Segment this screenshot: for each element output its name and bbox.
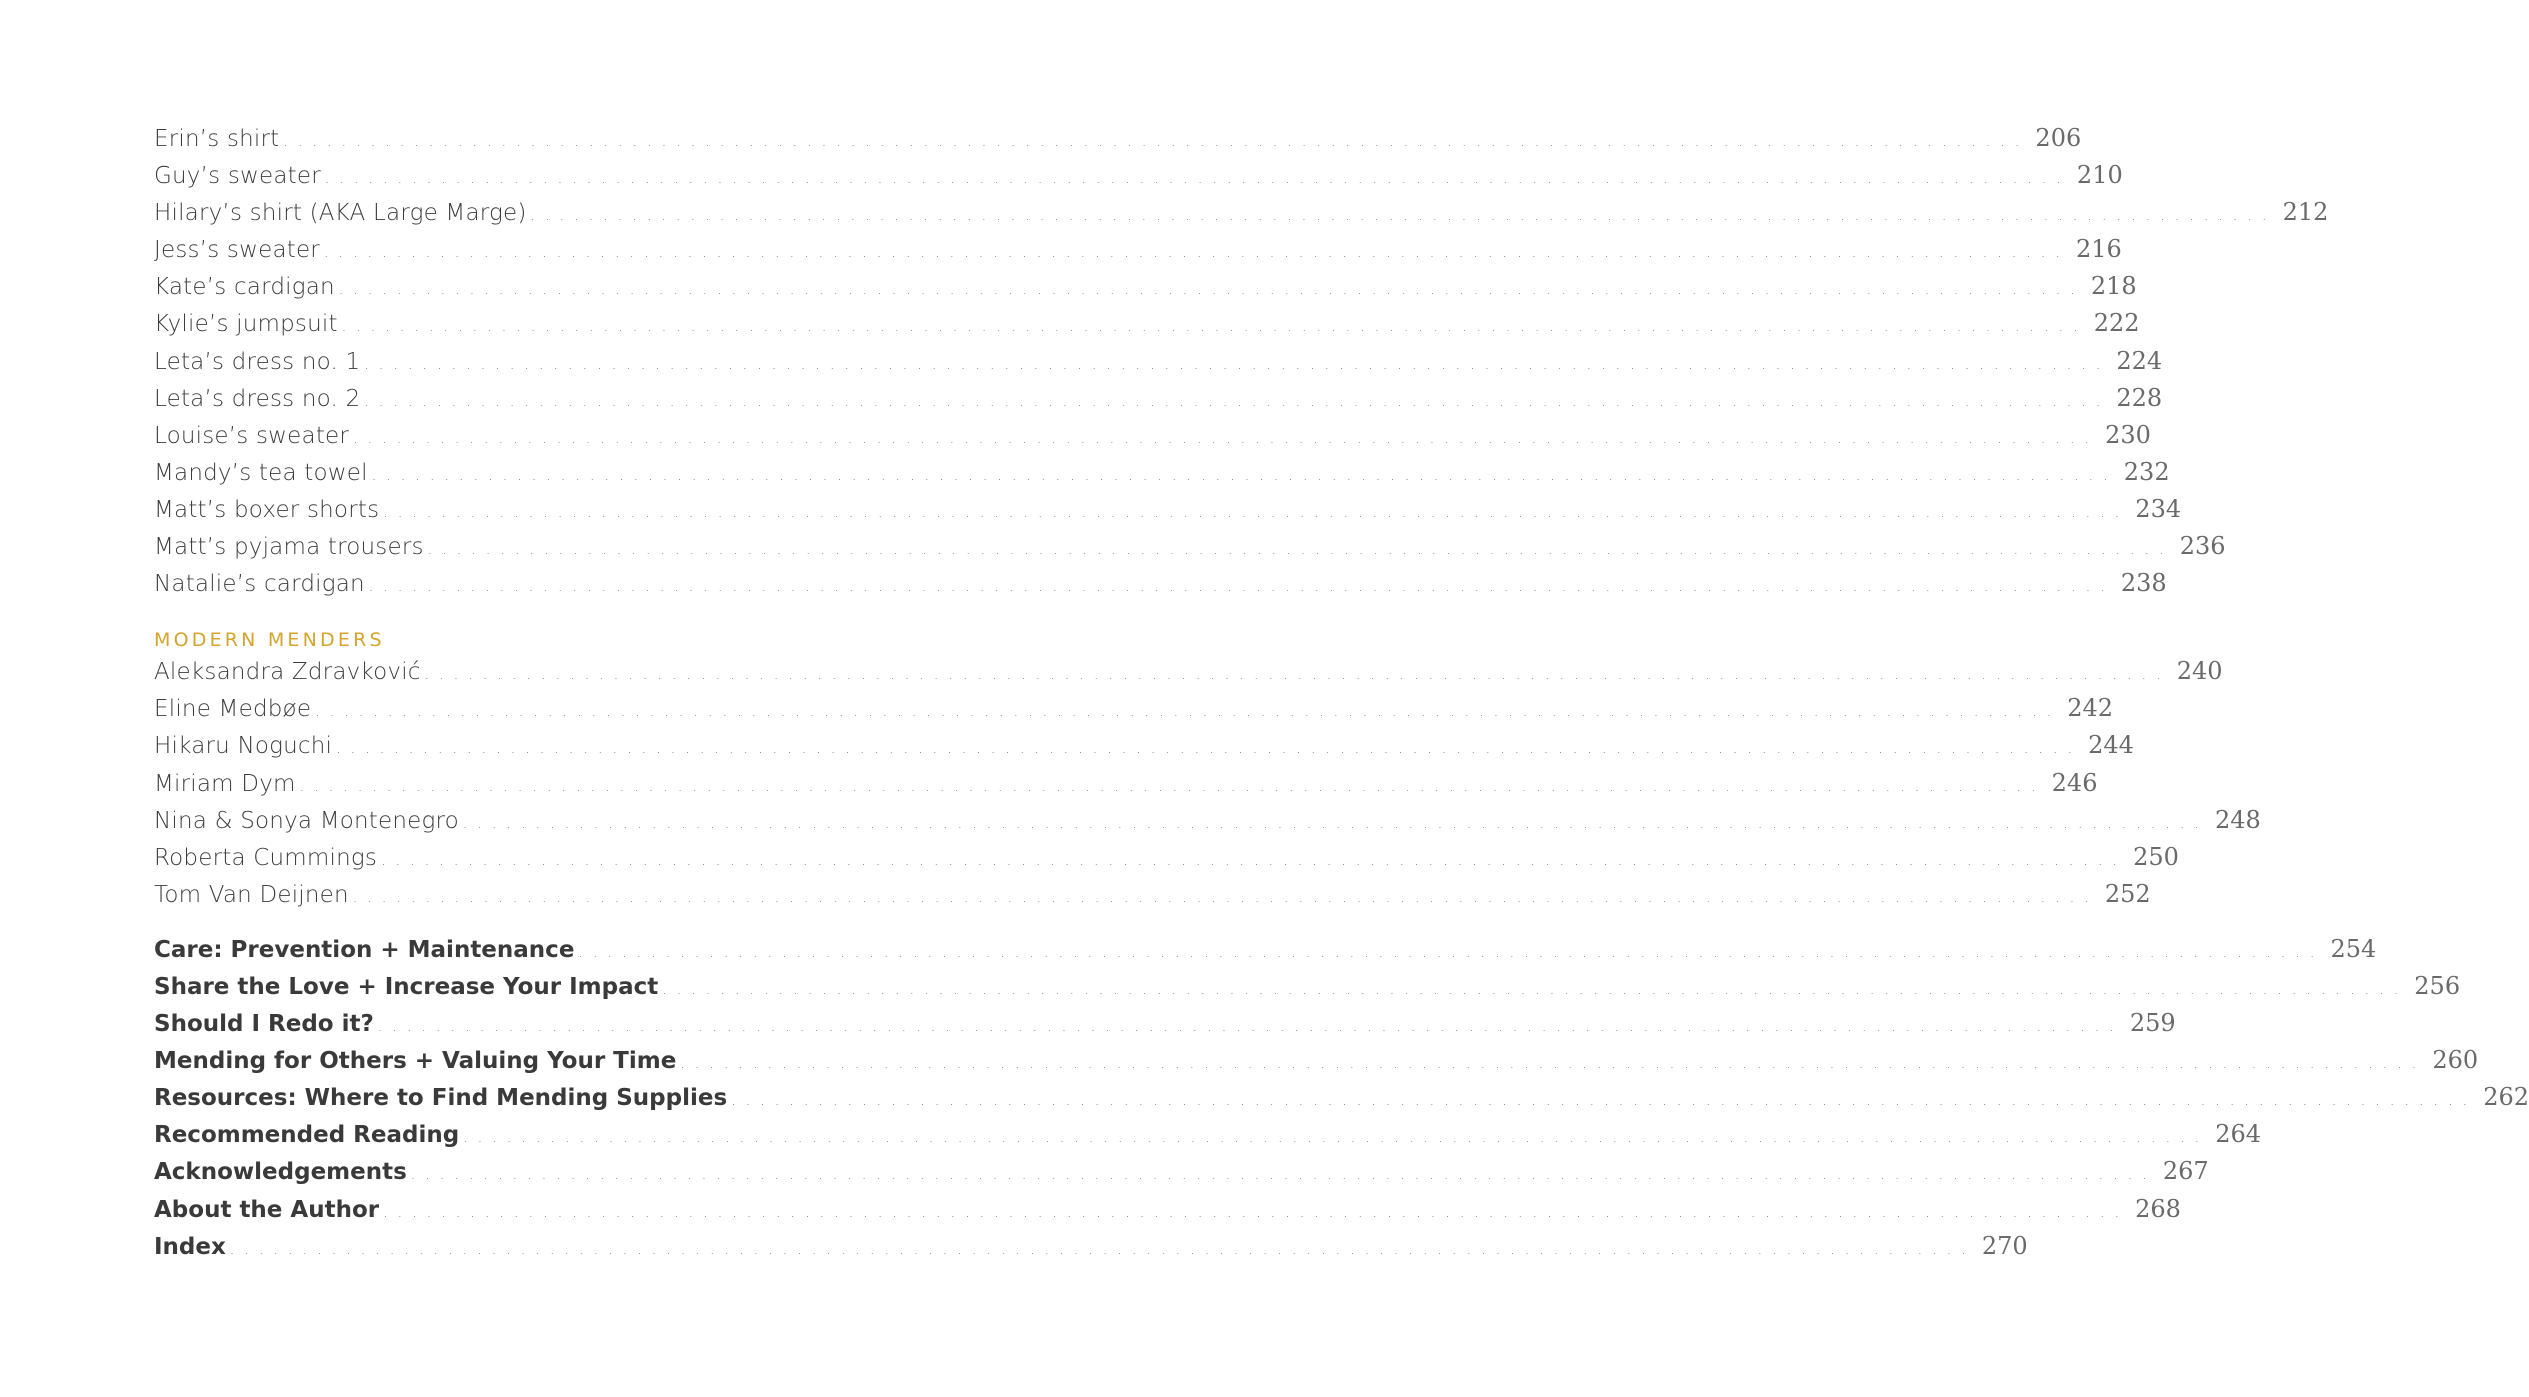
toc-entry-title: Jess’s sweater <box>154 237 320 264</box>
toc-entry <box>154 842 2179 880</box>
toc-entry <box>154 1157 2209 1194</box>
toc-entry-page: 232 <box>2123 457 2170 486</box>
toc-entry <box>154 657 2223 694</box>
toc-entry-page: 212 <box>2282 198 2329 227</box>
toc-entry-page: 256 <box>2414 971 2461 1000</box>
toc-dot-leader: ........................................................................................................................ <box>381 852 2128 869</box>
toc-entry-title: Matt’s pyjama trousers <box>154 534 424 561</box>
toc-entry-page: 267 <box>2162 1157 2209 1186</box>
toc-entry-title: Guy’s sweater <box>154 163 321 190</box>
toc-entry-page: 250 <box>2133 842 2179 871</box>
table-of-contents <box>154 124 2529 1269</box>
toc-entry-page: 224 <box>2116 346 2163 375</box>
section-heading-modern-menders: MODERN MENDERS <box>154 629 385 652</box>
toc-entry <box>154 768 2098 806</box>
toc-dot-leader: ........................................................................................................................ <box>364 393 2111 410</box>
toc-entry <box>154 420 2151 458</box>
toc-entry-title: About the Author <box>154 1196 380 1223</box>
toc-dot-leader: ........................................................................................................................ <box>680 1056 2427 1073</box>
toc-dot-leader: ........................................................................................................................ <box>463 1130 2210 1147</box>
toc-dot-leader: ........................................................................................................................ <box>323 245 2070 262</box>
toc-entry <box>154 161 2123 198</box>
toc-entry <box>154 805 2261 843</box>
toc-entry-title: Nina & Sonya Montenegro <box>154 807 459 834</box>
toc-entry <box>154 1231 2028 1269</box>
toc-entry-page: 228 <box>2116 383 2163 412</box>
toc-dot-leader: ........................................................................................................................ <box>324 171 2071 188</box>
toc-entry-page: 259 <box>2129 1009 2176 1038</box>
toc-entry <box>154 272 2137 309</box>
toc-dot-leader: ........................................................................................................................ <box>578 944 2325 961</box>
toc-entry <box>154 346 2163 384</box>
toc-entry-page: 210 <box>2076 161 2123 190</box>
toc-entry-title: Mandy’s tea towel <box>154 459 368 486</box>
toc-dot-leader: ........................................................................................................................ <box>530 208 2277 225</box>
toc-entry-title: Eline Medbøe <box>154 696 312 723</box>
toc-entry <box>154 1083 2529 1120</box>
toc-entry-page: 216 <box>2076 235 2122 264</box>
toc-entry-title: Miriam Dym <box>154 770 296 797</box>
toc-dot-leader: ........................................................................................................................ <box>662 981 2409 998</box>
toc-entry-title: Natalie’s cardigan <box>154 571 365 598</box>
toc-entry <box>154 124 2082 161</box>
toc-dot-leader: ........................................................................................................................ <box>383 1204 2130 1221</box>
toc-entry <box>154 457 2170 495</box>
toc-dot-leader: ........................................................................................................................ <box>336 741 2083 758</box>
toc-entry <box>154 1120 2262 1157</box>
toc-entry-title: Leta’s dress no. 2 <box>154 385 361 412</box>
toc-entry-title: Kate’s cardigan <box>154 274 335 301</box>
toc-entry <box>154 971 2461 1009</box>
toc-entry-page: 252 <box>2104 879 2151 908</box>
toc-entry <box>154 934 2377 972</box>
toc-entry <box>154 1046 2479 1083</box>
toc-dot-leader: ........................................................................................................................ <box>383 504 2130 521</box>
toc-entry-page: 262 <box>2483 1083 2529 1112</box>
toc-entry <box>154 198 2329 235</box>
toc-dot-leader: ........................................................................................................................ <box>364 356 2111 373</box>
toc-entry-page: 270 <box>1981 1231 2028 1260</box>
toc-entry <box>154 494 2182 532</box>
toc-entry-page: 254 <box>2330 934 2377 963</box>
toc-entry-title: Matt’s boxer shorts <box>154 496 380 523</box>
toc-entry-title: Tom Van Deijnen <box>154 881 349 908</box>
toc-dot-leader: ........................................................................................................................ <box>352 889 2099 906</box>
toc-entry-page: 240 <box>2176 657 2223 686</box>
toc-entry-page: 268 <box>2135 1194 2181 1223</box>
toc-entry-title: Kylie’s jumpsuit <box>154 311 338 338</box>
toc-group-projects <box>154 124 2329 606</box>
toc-entry-title: Share the Love + Increase Your Impact <box>154 973 659 1000</box>
toc-entry-title: Erin’s shirt <box>154 126 280 152</box>
toc-dot-leader: ........................................................................................................................ <box>283 134 2030 150</box>
toc-entry-page: 230 <box>2105 420 2151 449</box>
toc-entry-title: Should I Redo it? <box>154 1011 374 1038</box>
toc-entry <box>154 309 2140 346</box>
toc-dot-leader: ........................................................................................................................ <box>299 778 2046 795</box>
toc-dot-leader: ........................................................................................................................ <box>353 430 2100 447</box>
toc-dot-leader: ........................................................................................................................ <box>424 667 2171 684</box>
toc-group-modern-menders <box>154 657 2261 917</box>
toc-entry <box>154 694 2114 731</box>
toc-entry-page: 236 <box>2179 532 2226 561</box>
toc-entry-title: Resources: Where to Find Mending Supplies <box>154 1085 728 1112</box>
toc-entry-page: 238 <box>2120 569 2167 598</box>
toc-entry <box>154 532 2226 569</box>
toc-entry-page: 264 <box>2215 1120 2262 1149</box>
toc-dot-leader: ........................................................................................................................ <box>731 1093 2478 1110</box>
toc-dot-leader: ........................................................................................................................ <box>462 815 2209 832</box>
toc-entry-page: 244 <box>2088 731 2134 760</box>
toc-entry-title: Acknowledgements <box>154 1159 407 1186</box>
toc-entry-page: 242 <box>2067 694 2114 723</box>
toc-entry <box>154 731 2134 768</box>
toc-entry-title: Hilary’s shirt (AKA Large Marge) <box>154 200 527 227</box>
toc-entry-title: Mending for Others + Valuing Your Time <box>154 1048 677 1075</box>
toc-entry <box>154 879 2151 917</box>
toc-dot-leader: ........................................................................................................................ <box>341 319 2088 336</box>
toc-entry-page: 248 <box>2214 805 2261 834</box>
toc-entry-page: 234 <box>2135 494 2182 523</box>
toc-entry-title: Leta’s dress no. 1 <box>154 348 361 375</box>
toc-entry-title: Care: Prevention + Maintenance <box>154 936 575 963</box>
toc-entry <box>154 1194 2181 1232</box>
toc-dot-leader: ........................................................................................................................ <box>368 579 2115 596</box>
toc-group-main-sections <box>154 934 2529 1269</box>
toc-entry-page: 246 <box>2051 768 2098 797</box>
toc-entry-title: Hikaru Noguchi <box>154 733 333 760</box>
toc-dot-leader: ........................................................................................................................ <box>338 282 2085 299</box>
toc-entry-page: 222 <box>2093 309 2140 338</box>
toc-entry-title: Roberta Cummings <box>154 844 378 871</box>
toc-dot-leader: ........................................................................................................................ <box>427 542 2174 559</box>
toc-entry-title: Aleksandra Zdravković <box>154 659 421 686</box>
toc-entry-title: Recommended Reading <box>154 1122 460 1149</box>
toc-entry-page: 218 <box>2090 272 2137 301</box>
toc-dot-leader: ........................................................................................................................ <box>371 467 2118 484</box>
toc-entry-title: Index <box>154 1233 226 1260</box>
toc-dot-leader: ........................................................................................................................ <box>315 704 2062 721</box>
spacer <box>154 917 947 935</box>
toc-dot-leader: ........................................................................................................................ <box>377 1019 2124 1036</box>
toc-entry-title: Louise’s sweater <box>154 422 350 449</box>
toc-entry <box>154 569 2167 606</box>
toc-entry <box>154 235 2122 272</box>
toc-dot-leader: ........................................................................................................................ <box>229 1241 1976 1258</box>
toc-entry <box>154 383 2163 421</box>
toc-entry-page: 206 <box>2035 124 2082 152</box>
toc-entry-page: 260 <box>2432 1046 2479 1075</box>
toc-entry <box>154 1009 2176 1046</box>
toc-dot-leader: ........................................................................................................................ <box>410 1167 2157 1184</box>
